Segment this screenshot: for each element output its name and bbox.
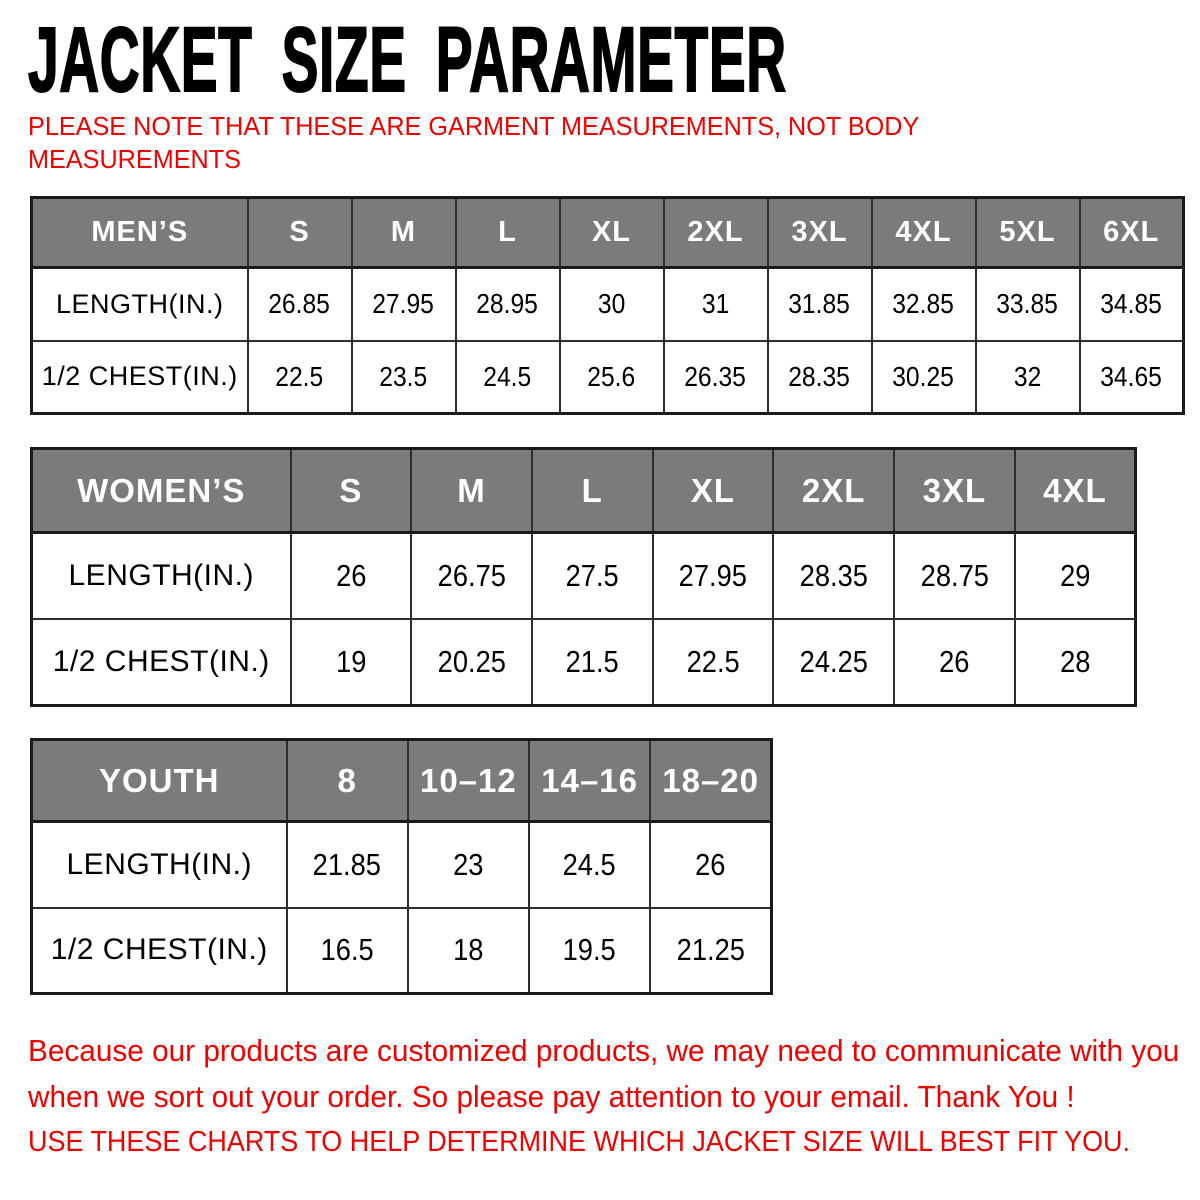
measurement-value-cell (650, 908, 771, 994)
measurement-label-cell: 1/2 CHEST(IN.) (32, 341, 248, 414)
measurement-value-cell (560, 341, 664, 414)
measurement-value-cell (532, 533, 653, 620)
mens-size-table (30, 196, 1185, 415)
youth-size-header-cell: 10–12 (408, 740, 529, 822)
youth-size-header-cell: 14–16 (529, 740, 650, 822)
measurement-value-cell (248, 268, 352, 341)
youth-table-title-cell: YOUTH (32, 740, 287, 822)
note-line-2: MEASUREMENTS (28, 144, 241, 174)
measurement-value: 28.35 (788, 360, 851, 392)
note-line-1: PLEASE NOTE THAT THESE ARE GARMENT MEASUREMENTS, NOT BODY (28, 111, 920, 141)
measurement-label-cell: LENGTH(IN.) (32, 822, 287, 908)
measurement-value-cell (1015, 619, 1136, 706)
measurement-value-cell (411, 533, 532, 620)
measurement-value: 19 (335, 644, 367, 679)
mens-size-header-cell: 4XL (872, 198, 976, 268)
measurement-value-cell (560, 268, 664, 341)
measurement-value: 20.25 (437, 644, 506, 679)
measurement-label-cell: 1/2 CHEST(IN.) (32, 619, 291, 706)
measurement-value-cell (408, 822, 529, 908)
youth-size-header-cell: 18–20 (650, 740, 771, 822)
mens-size-header-cell: L (456, 198, 560, 268)
measurement-value: 24.25 (799, 644, 868, 679)
youth-size-table (30, 738, 773, 995)
mens-table-title-cell: MEN’S (32, 198, 248, 268)
measurement-value: 16.5 (320, 932, 374, 968)
measurement-value-cell (352, 341, 456, 414)
customization-notice (28, 1028, 1179, 1120)
measurement-value: 24.5 (563, 846, 617, 882)
womens-measurement-row (32, 619, 1136, 706)
measurement-value: 23 (453, 846, 484, 882)
measurement-value-cell (664, 341, 768, 414)
measurement-value: 21.25 (676, 932, 745, 968)
measurement-value-cell (653, 533, 774, 620)
measurement-value-cell (664, 268, 768, 341)
measurement-value-cell (1015, 533, 1136, 620)
page-title: JACKET SIZE PARAMETER (28, 9, 787, 111)
measurement-value: 21.85 (312, 846, 382, 882)
measurement-value: 22.5 (275, 360, 324, 392)
measurement-value-cell (872, 341, 976, 414)
measurement-value-cell (291, 533, 412, 620)
measurement-value: 30 (597, 288, 626, 320)
measurement-value-cell (773, 533, 894, 620)
measurement-value-cell (352, 268, 456, 341)
measurement-value: 26 (335, 558, 367, 593)
womens-table-title-cell: WOMEN’S (32, 449, 291, 533)
measurement-value: 21.5 (565, 644, 619, 679)
measurement-value: 22.5 (686, 644, 740, 679)
measurement-value-cell (456, 341, 560, 414)
measurement-value: 28.35 (799, 558, 868, 593)
garment-measurement-note (28, 110, 919, 176)
measurement-value: 30.25 (892, 360, 955, 392)
measurement-value-cell (976, 268, 1080, 341)
measurement-value-cell (287, 822, 408, 908)
measurement-value-cell (248, 341, 352, 414)
notice-line-1: Because our products are customized products, we may need to communicate with you (28, 1033, 1180, 1068)
womens-size-header-cell: XL (653, 449, 774, 533)
measurement-value-cell (650, 822, 771, 908)
measurement-label-cell: LENGTH(IN.) (32, 533, 291, 620)
measurement-value: 31 (701, 288, 730, 320)
measurement-value: 18 (453, 932, 484, 968)
mens-header-row (32, 198, 1184, 268)
measurement-value: 26.75 (437, 558, 506, 593)
measurement-value-cell (411, 619, 532, 706)
womens-size-header-cell: 2XL (773, 449, 894, 533)
measurement-value: 26 (695, 846, 726, 882)
mens-size-header-cell: 2XL (664, 198, 768, 268)
mens-measurement-row (32, 341, 1184, 414)
measurement-value-cell (653, 619, 774, 706)
measurement-value: 23.5 (379, 360, 428, 392)
measurement-value-cell (773, 619, 894, 706)
mens-size-header-cell: 3XL (768, 198, 872, 268)
measurement-value: 29 (1059, 558, 1091, 593)
youth-header-row (32, 740, 772, 822)
measurement-value-cell (1080, 268, 1184, 341)
mens-size-header-cell: M (352, 198, 456, 268)
measurement-label-cell: 1/2 CHEST(IN.) (32, 908, 287, 994)
measurement-value-cell (529, 908, 650, 994)
youth-measurement-row (32, 822, 772, 908)
mens-size-header-cell: S (248, 198, 352, 268)
notice-line-2: when we sort out your order. So please pay attention to your email. Thank You ! (28, 1079, 1075, 1114)
mens-size-header-cell: 6XL (1080, 198, 1184, 268)
measurement-value: 26.85 (268, 288, 331, 320)
measurement-value-cell (894, 619, 1015, 706)
measurement-value: 26 (939, 644, 970, 679)
measurement-value-cell (894, 533, 1015, 620)
measurement-value: 19.5 (563, 932, 617, 968)
measurement-value-cell (872, 268, 976, 341)
measurement-value: 33.85 (996, 288, 1059, 320)
measurement-value: 32 (1013, 360, 1042, 392)
measurement-value: 27.95 (372, 288, 435, 320)
measurement-value: 26.35 (684, 360, 747, 392)
womens-size-header-cell: 3XL (894, 449, 1015, 533)
womens-size-header-cell: L (532, 449, 653, 533)
measurement-value-cell (291, 619, 412, 706)
measurement-value: 34.65 (1100, 360, 1163, 392)
womens-size-header-cell: M (411, 449, 532, 533)
measurement-value: 28.95 (476, 288, 539, 320)
mens-measurement-row (32, 268, 1184, 341)
measurement-value-cell (287, 908, 408, 994)
measurement-value-cell (768, 268, 872, 341)
mens-size-header-cell: XL (560, 198, 664, 268)
womens-size-header-cell: 4XL (1015, 449, 1136, 533)
measurement-value: 34.85 (1100, 288, 1163, 320)
measurement-value-cell (529, 822, 650, 908)
womens-size-table (30, 447, 1137, 707)
measurement-value: 31.85 (788, 288, 851, 320)
womens-measurement-row (32, 533, 1136, 620)
measurement-value-cell (976, 341, 1080, 414)
mens-size-header-cell: 5XL (976, 198, 1080, 268)
measurement-value-cell (532, 619, 653, 706)
measurement-value: 32.85 (892, 288, 955, 320)
womens-size-header-cell: S (291, 449, 412, 533)
measurement-value: 28.75 (920, 558, 989, 593)
chart-usage-hint: USE THESE CHARTS TO HELP DETERMINE WHICH JACKET SIZE WILL BEST FIT YOU. (28, 1126, 1131, 1158)
measurement-value-cell (768, 341, 872, 414)
measurement-label-cell: LENGTH(IN.) (32, 268, 248, 341)
measurement-value: 25.6 (587, 360, 636, 392)
measurement-value-cell (1080, 341, 1184, 414)
measurement-value: 28 (1059, 644, 1091, 679)
measurement-value: 27.95 (678, 558, 748, 593)
youth-size-header-cell: 8 (287, 740, 408, 822)
measurement-value: 24.5 (483, 360, 532, 392)
measurement-value-cell (456, 268, 560, 341)
youth-measurement-row (32, 908, 772, 994)
womens-header-row (32, 449, 1136, 533)
measurement-value: 27.5 (565, 558, 619, 593)
measurement-value-cell (408, 908, 529, 994)
